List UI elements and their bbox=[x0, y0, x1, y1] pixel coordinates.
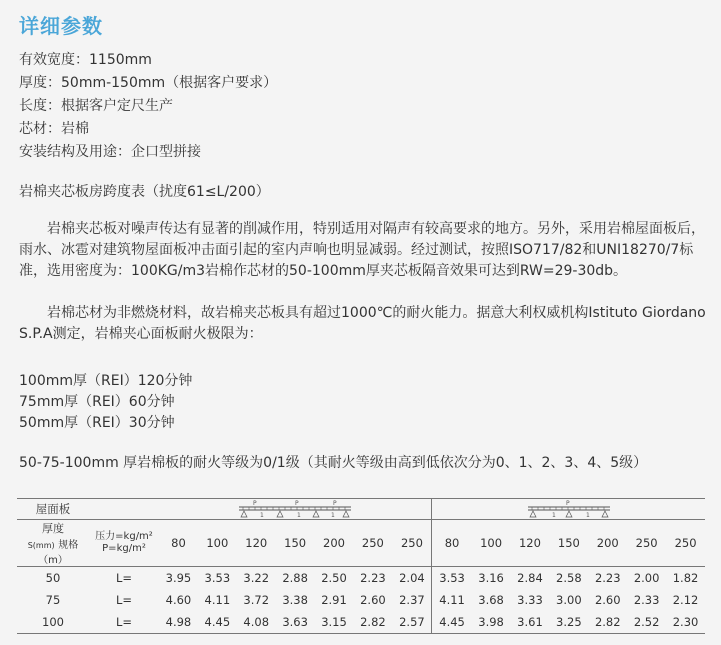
table-cell: 2.58 bbox=[556, 571, 582, 585]
span-header: 250 bbox=[353, 520, 392, 567]
table-cell: 2.23 bbox=[360, 571, 386, 585]
spec-thickness: 厚度：50mm-150mm（根据客户要求） bbox=[19, 75, 278, 91]
fire-rating-50: 50mm厚（REI）30分钟 bbox=[19, 415, 175, 431]
acoustic-text: 岩棉夹芯板对噪声传达有显著的削减作用，特别适用对隔声有较高要求的地方。另外，采用岩棉屋面板后，雨水、冰雹对建筑物屋面板冲击面引起的室内声响也明显减弱。经过测试，按照ISO717/82和UNI18270/7标准，选用密度为：100KG/m3岩棉作芯材的50-100mm厚夹芯板隔音效果可达到RW=29-30db。 bbox=[19, 221, 705, 279]
svg-text:1: 1 bbox=[331, 512, 336, 518]
row-thickness: 75 bbox=[45, 593, 61, 607]
span-header: 150 bbox=[276, 520, 315, 567]
span-header: 80 bbox=[432, 520, 472, 567]
table-cell: 2.23 bbox=[594, 571, 621, 585]
header-label-cell: 屋面板 bbox=[17, 499, 89, 520]
spec-core: 芯材：岩棉 bbox=[19, 121, 89, 137]
row-l-label: L= bbox=[115, 571, 133, 585]
table-row bbox=[17, 567, 705, 590]
table-cell: 3.72 bbox=[243, 593, 270, 607]
table-cell: 4.11 bbox=[204, 593, 231, 607]
svg-text:1: 1 bbox=[551, 512, 556, 518]
table-cell: 2.84 bbox=[517, 571, 543, 585]
table-cell: 3.16 bbox=[478, 571, 504, 585]
row-l-label: L= bbox=[115, 593, 133, 607]
table-cell: 2.52 bbox=[627, 611, 666, 634]
table-cell: 2.60 bbox=[360, 593, 386, 607]
span-header: 120 bbox=[511, 520, 550, 567]
table-cell: 3.63 bbox=[276, 611, 315, 634]
fire-text: 岩棉芯材为非燃烧材料，故岩棉夹芯板具有超过1000℃的耐火能力。据意大利权威机构Istituto Giordano S.P.A测定，岩棉夹心面板耐火极限为： bbox=[19, 305, 706, 342]
table-cell: 3.33 bbox=[517, 593, 543, 607]
table-cell: 4.45 bbox=[198, 611, 237, 634]
fire-rating-100: 100mm厚（REI）120分钟 bbox=[19, 373, 193, 389]
table-cell: 3.95 bbox=[165, 571, 192, 585]
span-header: 250 bbox=[666, 520, 705, 567]
table-cell: 3.00 bbox=[556, 593, 582, 607]
row-thickness: 100 bbox=[17, 611, 89, 634]
svg-text:1: 1 bbox=[585, 512, 590, 518]
svg-text:P: P bbox=[253, 500, 257, 507]
span-table-title: 岩棉夹芯板房跨度表（扰度61≤L/200） bbox=[19, 184, 270, 200]
span-header: 200 bbox=[588, 520, 627, 567]
table-cell: 2.57 bbox=[392, 611, 432, 634]
svg-text:1: 1 bbox=[297, 512, 302, 518]
svg-text:P: P bbox=[565, 500, 570, 507]
table-cell: 3.15 bbox=[315, 611, 354, 634]
span-header: 250 bbox=[392, 520, 432, 567]
table-cell: 2.91 bbox=[321, 593, 347, 607]
table-cell: 4.11 bbox=[439, 593, 465, 607]
span-header: 200 bbox=[315, 520, 354, 567]
table-cell: 2.82 bbox=[588, 611, 627, 634]
table-cell: 2.82 bbox=[353, 611, 392, 634]
table-cell: 1.82 bbox=[672, 571, 699, 585]
span-header: 150 bbox=[549, 520, 588, 567]
span-header: 80 bbox=[159, 520, 198, 567]
table-cell: 2.12 bbox=[672, 593, 699, 607]
beam-diagram-multi bbox=[159, 499, 432, 520]
page-title: 详细参数 bbox=[19, 14, 103, 38]
fire-paragraph bbox=[19, 303, 707, 345]
table-cell: 3.53 bbox=[204, 571, 231, 585]
svg-text:P: P bbox=[333, 500, 337, 507]
acoustic-paragraph bbox=[19, 219, 707, 282]
table-cell: 2.00 bbox=[633, 571, 660, 585]
table-cell: 3.22 bbox=[243, 571, 270, 585]
table-cell: 2.33 bbox=[633, 593, 660, 607]
table-cell: 2.30 bbox=[666, 611, 705, 634]
row-thickness: 50 bbox=[45, 571, 61, 585]
span-header: 250 bbox=[627, 520, 666, 567]
span-header: 100 bbox=[198, 520, 237, 567]
table-row bbox=[17, 611, 705, 634]
spec-length: 长度：根据客户定尺生产 bbox=[19, 98, 173, 114]
table-cell: 3.38 bbox=[282, 593, 308, 607]
fire-rating-75: 75mm厚（REI）60分钟 bbox=[19, 394, 175, 410]
table-cell: 2.37 bbox=[392, 589, 432, 611]
table-cell: 2.60 bbox=[594, 593, 621, 607]
table-cell: 4.45 bbox=[432, 611, 472, 634]
table-cell: 2.04 bbox=[392, 567, 432, 590]
fire-class-note: 50-75-100mm 厚岩棉板的耐火等级为0/1级（其耐火等级由高到低依次分为0、1、2、3、4、5级） bbox=[19, 455, 648, 471]
svg-text:1: 1 bbox=[260, 512, 265, 518]
table-cell: 4.98 bbox=[159, 611, 198, 634]
svg-text:P: P bbox=[295, 500, 299, 507]
table-cell: 4.08 bbox=[237, 611, 276, 634]
table-cell: 2.50 bbox=[321, 571, 347, 585]
table-cell: 3.53 bbox=[439, 571, 465, 585]
spec-width: 有效宽度：1150mm bbox=[19, 52, 152, 68]
multi-span-beam-icon bbox=[235, 500, 355, 518]
span-header: 120 bbox=[237, 520, 276, 567]
double-span-beam-icon bbox=[524, 500, 614, 518]
table-cell: 3.68 bbox=[478, 593, 504, 607]
thickness-header-cell: 厚度 S(mm) 规格（m） bbox=[17, 520, 89, 567]
row-l-label: L= bbox=[89, 611, 159, 634]
span-header: 100 bbox=[472, 520, 511, 567]
beam-diagram-double bbox=[432, 499, 705, 520]
table-cell: 3.61 bbox=[511, 611, 550, 634]
table-cell: 2.88 bbox=[282, 571, 308, 585]
table-cell: 3.98 bbox=[472, 611, 511, 634]
span-table bbox=[17, 498, 705, 634]
table-cell: 3.25 bbox=[549, 611, 588, 634]
table-cell: 4.60 bbox=[165, 593, 192, 607]
table-row bbox=[17, 589, 705, 611]
load-header-cell: 压力=kg/m² P=kg/m² bbox=[89, 520, 159, 567]
spec-install: 安装结构及用途：企口型拼接 bbox=[19, 144, 201, 160]
